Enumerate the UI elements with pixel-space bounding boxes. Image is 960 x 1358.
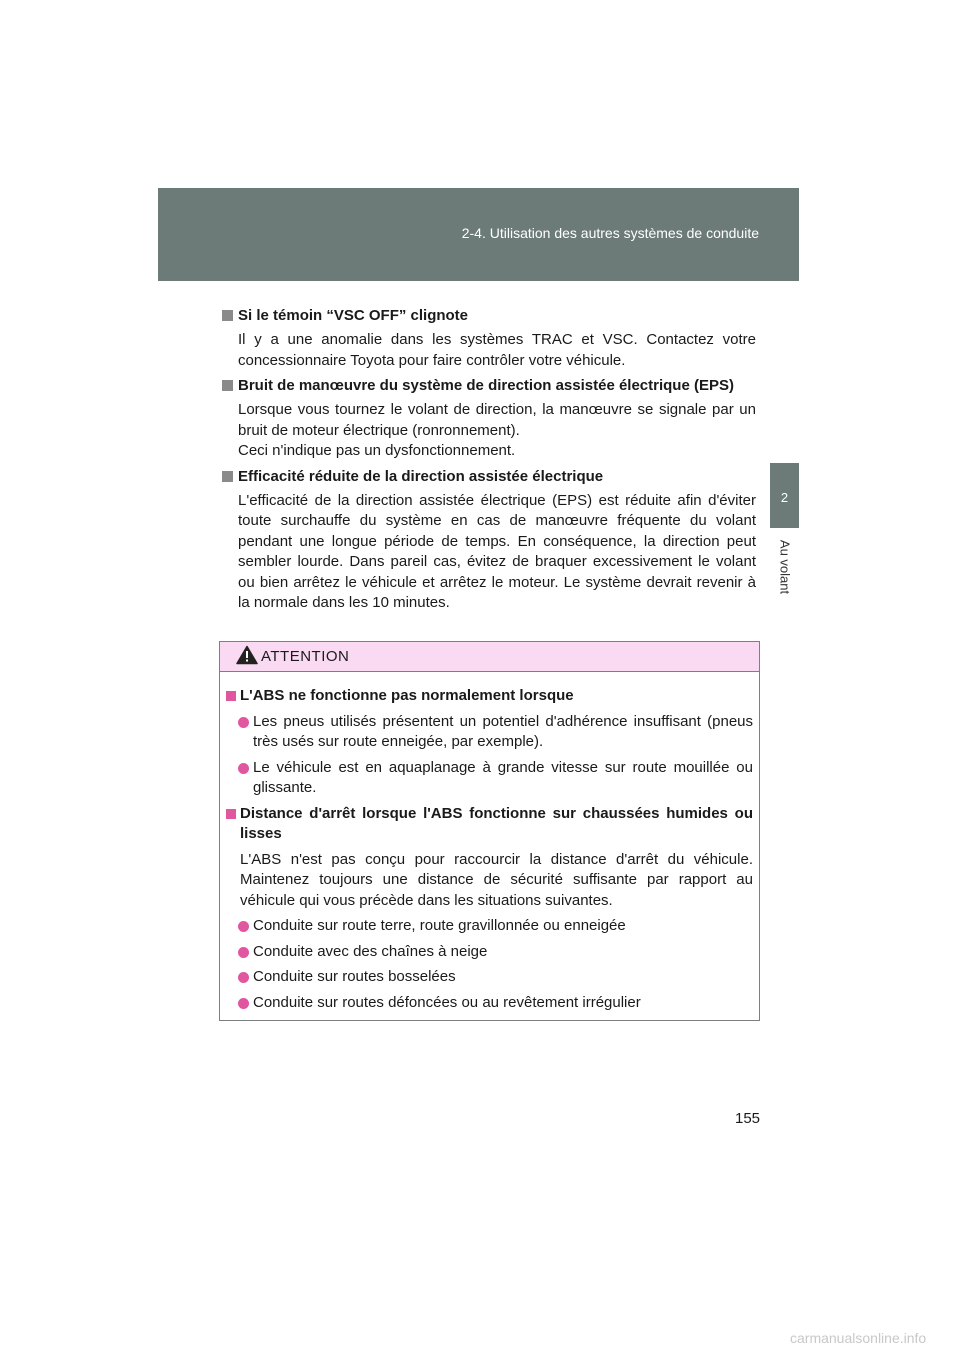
attention-bullet-text: Le véhicule est en aquaplanage à grande vitesse sur route mouillée ou glissante. (253, 758, 753, 796)
square-bullet-icon (226, 691, 236, 701)
attention-box (219, 641, 760, 1021)
circle-bullet-icon (238, 763, 249, 774)
attention-bullet-text: Conduite avec des chaînes à neige (253, 942, 488, 960)
square-bullet-icon (222, 471, 233, 482)
section-heading-text: Efficacité réduite de la direction assistée électrique (238, 467, 604, 485)
main-content (222, 305, 756, 618)
circle-bullet-icon (238, 998, 249, 1009)
circle-bullet-icon (238, 921, 249, 932)
watermark-text: carmanualsonline.info (790, 1330, 927, 1346)
chapter-side-label: Au volant (777, 539, 793, 595)
section-heading (222, 375, 756, 396)
attention-paragraph: L'ABS n'est pas conçu pour raccourcir la distance d'arrêt du véhicule. Maintenez toujours une distance de sécurité suffisante par rapport au véhicule qui vous précède dans les situations suivantes. (240, 850, 753, 909)
section-eps-reduced (222, 466, 756, 614)
section-heading-text: Bruit de manœuvre du système de direction assistée électrique (EPS) (238, 377, 734, 394)
square-bullet-icon (222, 310, 233, 321)
chapter-side-tab (770, 463, 799, 528)
section-eps-noise (222, 375, 756, 462)
circle-bullet-icon (238, 947, 249, 958)
attention-bullet-text: Les pneus utilisés présentent un potentiel d'adhérence insuffisant (pneus très usés sur route enneigée, par exemple). (253, 712, 753, 750)
attention-body (220, 672, 759, 1013)
section-paragraph: L'efficacité de la direction assistée électrique (EPS) est réduite afin d'éviter toute surchauffe du système en cas de manœuvre fréquente du volant pendant une longue période de temps. En conséquence, la direction peut sembler lourde. Dans pareil cas, évitez de braquer excessivement le volant ou bien arrêtez le véhicule et arrêtez le moteur. Le système devrait revenir à la normale dans les 10 minutes. (238, 491, 756, 611)
attention-bullet (226, 942, 753, 963)
chapter-header-band (158, 188, 799, 281)
section-paragraph: Il y a une anomalie dans les systèmes TRAC et VSC. Contactez votre concessionnaire Toyota pour faire contrôler votre véhicule. (238, 331, 756, 369)
attention-heading (226, 804, 753, 845)
attention-heading-text: L'ABS ne fonctionne pas normalement lorsque (240, 687, 574, 704)
square-bullet-icon (222, 380, 233, 391)
section-paragraph: Ceci n'indique pas un dysfonctionnement. (238, 442, 516, 459)
attention-header (220, 642, 759, 672)
section-paragraph: Lorsque vous tournez le volant de direction, la manœuvre se signale par un bruit de moteur électrique (ronronnement). (238, 401, 756, 439)
chapter-number: 2 (780, 490, 789, 505)
circle-bullet-icon (238, 972, 249, 983)
attention-bullet-text: Conduite sur route terre, route gravillonnée ou enneigée (253, 917, 626, 934)
attention-bullet (226, 916, 753, 937)
attention-bullet (226, 967, 753, 988)
square-bullet-icon (226, 809, 236, 819)
section-heading (222, 466, 756, 487)
attention-heading-text: Distance d'arrêt lorsque l'ABS fonctionne sur chaussées humides ou lisses (240, 804, 753, 842)
chapter-title: 2-4. Utilisation des autres systèmes de conduite (461, 225, 759, 241)
section-vsc-off (222, 305, 756, 371)
section-heading (222, 305, 756, 326)
attention-title: ATTENTION (261, 648, 350, 665)
attention-bullet (226, 993, 753, 1014)
attention-heading (226, 686, 753, 707)
page-number: 155 (735, 1110, 761, 1127)
attention-bullet (226, 758, 753, 799)
attention-bullet (226, 712, 753, 753)
warning-triangle-icon (236, 645, 258, 665)
attention-bullet-text: Conduite sur routes défoncées ou au revêtement irrégulier (253, 993, 641, 1011)
circle-bullet-icon (238, 717, 249, 728)
attention-bullet-text: Conduite sur routes bosselées (253, 968, 456, 985)
section-heading-text: Si le témoin “VSC OFF” clignote (238, 307, 469, 324)
